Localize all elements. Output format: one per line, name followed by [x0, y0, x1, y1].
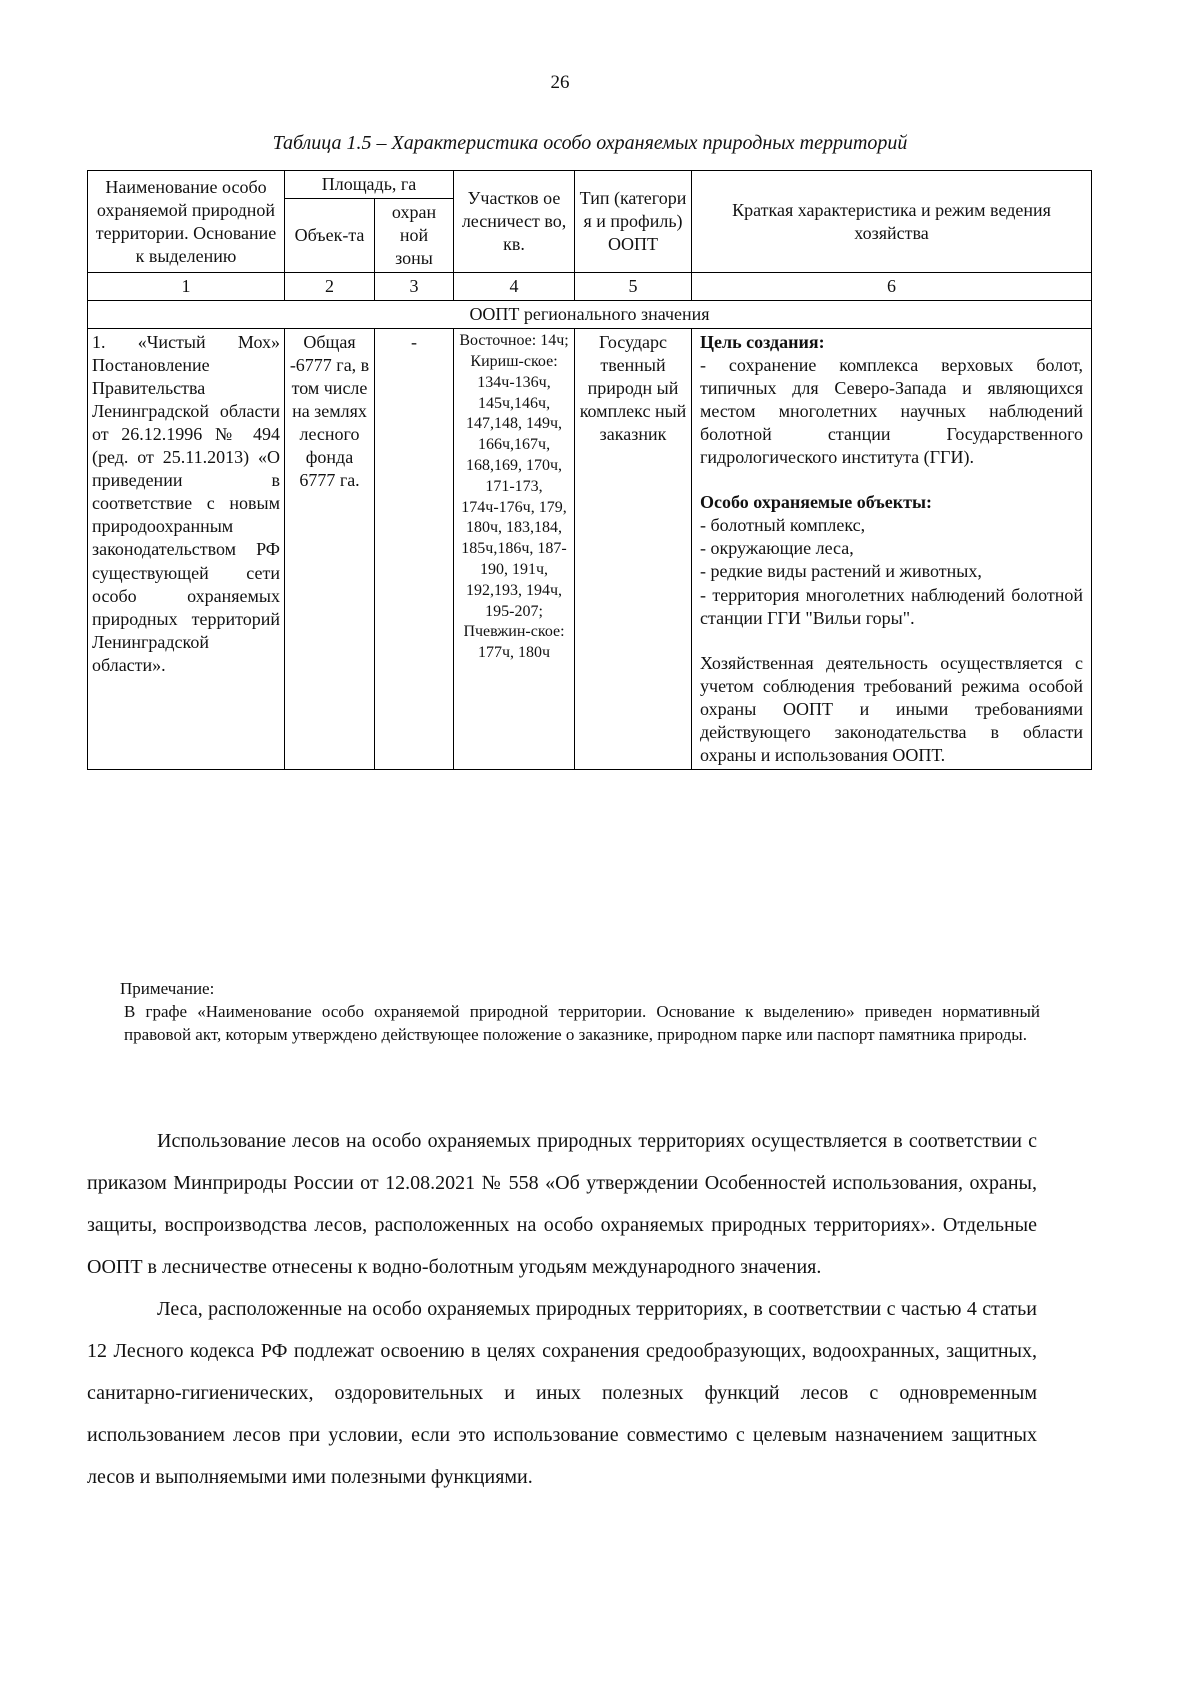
- cell-area-object: Общая -6777 га, в том числе на землях лесного фонда 6777 га.: [285, 329, 375, 770]
- table-row: [88, 329, 1092, 770]
- object-item: - болотный комплекс,: [700, 515, 866, 536]
- body-text: [87, 1120, 1037, 1498]
- cell-name: 1. «Чистый Мох» Постановление Правительства Ленинградской области от 26.12.1996 № 494 (ред. от 25.11.2013) «О приведении в соответствие с новым природоохранным законодательством РФ существующей сети особо охраняемых природных территорий Ленинградской области».: [88, 329, 285, 770]
- page-number: 26: [550, 72, 570, 93]
- economy-text: Хозяйственная деятельность осуществляется с учетом соблюдения требований режима особой охраны ООПТ и иными требованиями действующего законодательства в области охраны и использования ООПТ.: [700, 652, 1084, 765]
- column-number: 1: [88, 273, 285, 301]
- oopt-table: [87, 170, 1092, 770]
- cell-forestry: Восточное: 14ч; Кириш-ское: 134ч-136ч, 145ч,146ч, 147,148, 149ч, 166ч,167ч, 168,169, 170ч, 171-173, 174ч-176ч, 179, 180ч, 183,184, 185ч,186ч, 187-190, 191ч, 192,193, 194ч, 195-207; Пчевжин-ское: 177ч, 180ч: [454, 329, 575, 770]
- column-number: 3: [375, 273, 454, 301]
- header-area-object: Объек-та: [285, 199, 375, 273]
- header-area-zone: охран ной зоны: [375, 199, 454, 273]
- paragraph: Использование лесов на особо охраняемых природных территориях осуществляется в соответствии с приказом Минприроды России от 12.08.2021 № 558 «Об утверждении Особенностей использования, охраны, защиты, воспроизводства лесов, расположенных на особо охраняемых природных территориях». Отдельные ООПТ в лесничестве отнесены к водно-болотным угодьям международного значения.: [87, 1130, 1037, 1278]
- object-item: - окружающие леса,: [700, 538, 854, 559]
- object-item: - редкие виды растений и животных,: [700, 561, 982, 582]
- note-title: Примечание:: [120, 979, 215, 998]
- table-caption: Таблица 1.5 – Характеристика особо охраняемых природных территорий: [272, 132, 908, 154]
- note-text: В графе «Наименование особо охраняемой природной территории. Основание к выделению» приведен нормативный правовой акт, которым утверждено действующее положение о заказнике, природном парке или паспорт памятника природы.: [124, 1001, 1040, 1044]
- goal-title: Цель создания:: [700, 332, 825, 353]
- column-number: 5: [575, 273, 692, 301]
- header-forestry: Участков ое лесничест во, кв.: [454, 171, 575, 273]
- paragraph: Леса, расположенные на особо охраняемых природных территориях, в соответствии с частью 4 статьи 12 Лесного кодекса РФ подлежат освоению в целях сохранения средообразующих, водоохранных, защитных, санитарно-гигиенических, оздоровительных и иных полезных функций лесов с одновременным использованием лесов при условии, если это использование совместимо с целевым назначением защитных лесов и выполняемыми ими полезными функциями.: [87, 1298, 1037, 1488]
- column-number: 6: [692, 273, 1092, 301]
- table-note: [120, 978, 1040, 1047]
- section-title: ООПТ регионального значения: [88, 301, 1092, 329]
- header-area: Площадь, га: [285, 171, 454, 199]
- goal-text: - сохранение комплекса верховых болот, типичных для Северо-Запада и являющихся местом многолетних научных наблюдений болотной станции Государственного гидрологического института (ГГИ).: [700, 355, 1084, 468]
- column-number: 2: [285, 273, 375, 301]
- objects-title: Особо охраняемые объекты:: [700, 492, 933, 513]
- header-type: Тип (категори я и профиль) ООПТ: [575, 171, 692, 273]
- header-name: Наименование особо охраняемой природной территории. Основание к выделению: [88, 171, 285, 273]
- object-item: - территория многолетних наблюдений болотной станции ГГИ "Вильи горы".: [700, 584, 1084, 628]
- header-characteristic: Краткая характеристика и режим ведения хозяйства: [692, 171, 1092, 273]
- cell-characteristic: [692, 329, 1092, 770]
- column-numbers-row: [88, 273, 1092, 301]
- column-number: 4: [454, 273, 575, 301]
- cell-area-zone: -: [375, 329, 454, 770]
- cell-type: Государс твенный природн ый комплекс ный заказник: [575, 329, 692, 770]
